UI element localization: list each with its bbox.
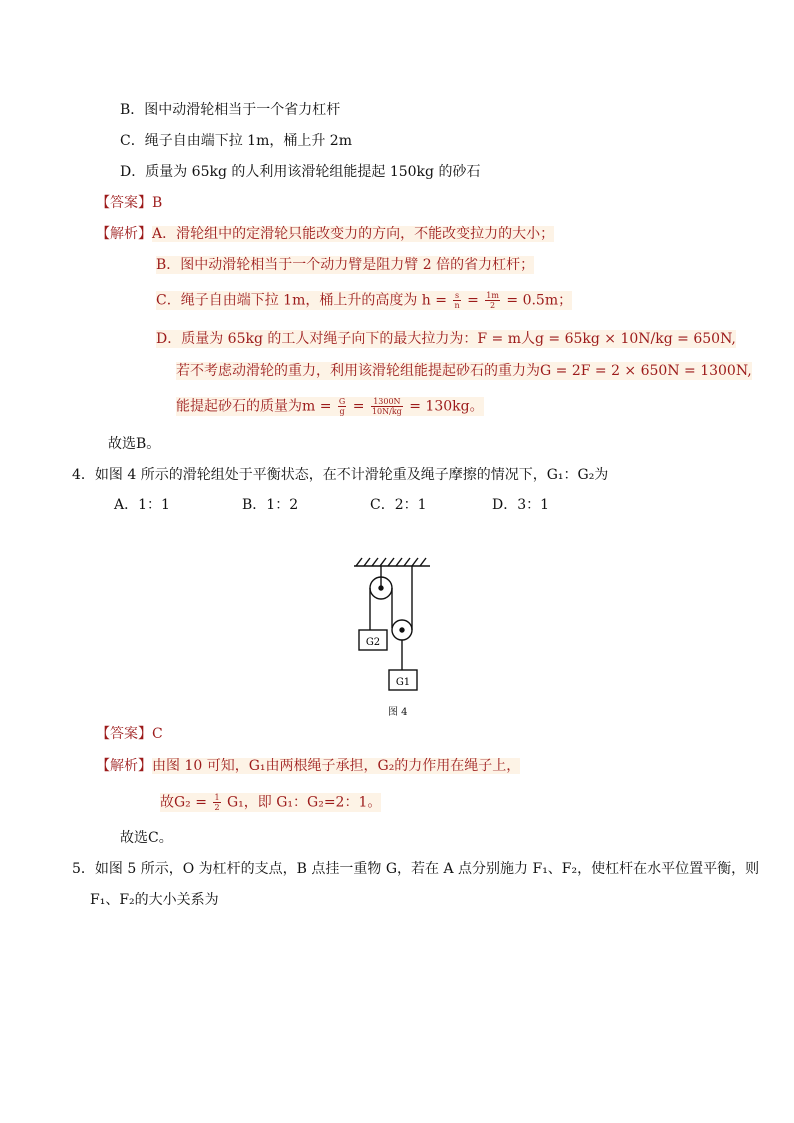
frac-den: n <box>454 301 460 310</box>
answer-label: 【答案】 <box>96 726 152 742</box>
answer-value: B <box>152 195 163 211</box>
q4-option-c: C．2：1 <box>370 497 427 513</box>
answer-value: C <box>152 726 163 742</box>
analysis-2-pre: 故G₂ = <box>160 794 207 811</box>
fraction-1-2 <box>213 793 220 812</box>
analysis-2-post: G₁，即 G₁：G₂=2：1。 <box>226 794 382 811</box>
q5-stem-1: 5．如图 5 所示，O 为杠杆的支点，B 点挂一重物 G，若在 A 点分别施力 F₁、F₂，使杠杆在水平位置平衡，则 <box>72 861 760 877</box>
analysis-a-text: A．滑轮组中的定滑轮只能改变力的方向，不能改变拉力的大小； <box>152 226 555 242</box>
answer-label: 【答案】 <box>96 195 152 211</box>
frac-num: 1300N <box>371 397 403 407</box>
label-g1: G1 <box>395 677 411 688</box>
q3-analysis-d3 <box>176 397 484 416</box>
analysis-c-pre: C．绳子自由端下拉 1m，桶上升的高度为 h = <box>156 292 447 309</box>
fraction-g-g <box>338 397 346 416</box>
frac-den: 2 <box>490 301 496 310</box>
q3-analysis-d1: D．质量为 65kg 的工人对绳子向下的最大拉力为：F = m人g = 65kg × 10N/kg = 650N, <box>156 331 736 347</box>
frac-num: G <box>338 397 346 406</box>
equals: = <box>467 292 479 309</box>
q3-analysis-c <box>156 291 572 310</box>
q3-conclusion: 故选B。 <box>108 436 161 452</box>
pulley-diagram <box>340 552 450 697</box>
q3-analysis-b: B．图中动滑轮相当于一个动力臂是阻力臂 2 倍的省力杠杆； <box>156 257 535 273</box>
analysis-label: 【解析】 <box>96 226 152 242</box>
analysis-text: 由图 10 可知，G₁由两根绳子承担，G₂的力作用在绳子上， <box>152 758 521 774</box>
analysis-label: 【解析】 <box>96 758 152 774</box>
fraction-1300-10 <box>371 397 403 416</box>
movable-pulley-axle <box>400 628 404 632</box>
q3-option-b: B．图中动滑轮相当于一个省力杠杆 <box>120 102 341 118</box>
q5-stem-2: F₁、F₂的大小关系为 <box>90 892 219 908</box>
q4-analysis-1 <box>96 757 520 775</box>
fraction-s-n <box>453 291 460 310</box>
analysis-d3-post: = 130kg。 <box>409 398 484 415</box>
frac-den: 2 <box>214 803 220 812</box>
q3-analysis-d2: 若不考虑动滑轮的重力，利用该滑轮组能提起砂石的重力为G = 2F = 2 × 650N = 1300N, <box>176 363 752 379</box>
analysis-d3-pre: 能提起砂石的质量为m = <box>176 398 332 415</box>
frac-den: g <box>339 407 345 416</box>
q3-answer <box>96 194 162 212</box>
frac-num: 1m <box>486 291 499 300</box>
frac-num: 1 <box>214 793 220 802</box>
frac-num: s <box>454 291 460 300</box>
q4-stem: 4．如图 4 所示的滑轮组处于平衡状态，在不计滑轮重及绳子摩擦的情况下，G₁：G₂为 <box>72 467 609 483</box>
frac-den: 10N/kg <box>371 407 402 416</box>
q3-analysis-a <box>96 225 554 243</box>
q4-option-d: D．3：1 <box>492 497 550 513</box>
q4-analysis-2 <box>160 793 381 812</box>
q4-answer <box>96 725 163 743</box>
q3-option-c: C．绳子自由端下拉 1m，桶上升 2m <box>120 133 352 149</box>
fraction-1m-2 <box>485 291 500 310</box>
q4-option-b: B．1：2 <box>242 497 299 513</box>
equals: = <box>352 398 365 415</box>
label-g2: G2 <box>365 637 381 648</box>
q3-option-d: D．质量为 65kg 的人利用该滑轮组能提起 150kg 的砂石 <box>120 164 481 180</box>
fixed-pulley-axle <box>379 586 383 590</box>
analysis-c-post: = 0.5m； <box>506 292 573 309</box>
ceiling-hatch <box>356 558 426 566</box>
q4-conclusion: 故选C。 <box>120 830 173 846</box>
q4-option-a: A．1：1 <box>114 497 170 513</box>
figure-caption: 图 4 <box>388 707 408 718</box>
